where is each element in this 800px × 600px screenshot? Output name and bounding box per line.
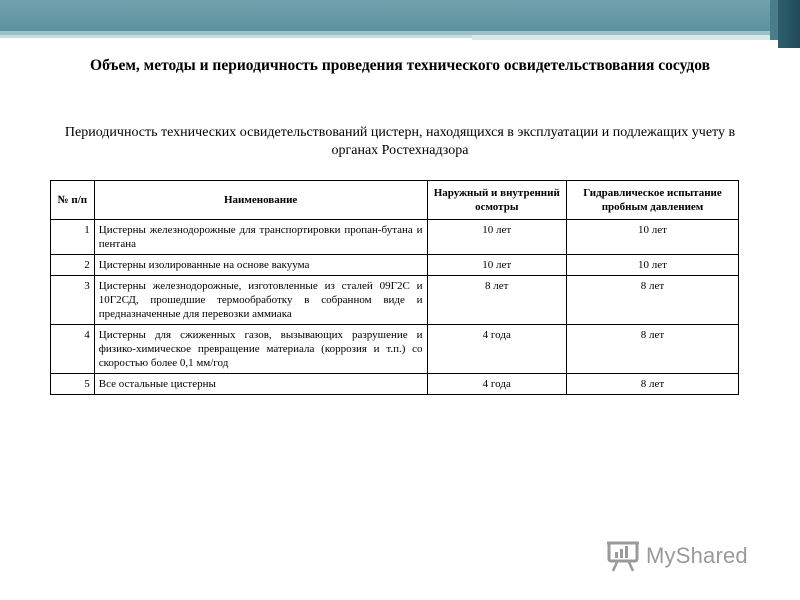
- row-hydro-test: 10 лет: [566, 255, 738, 276]
- row-name: Цистерны железнодорожные для транспортировки пропан-бутана и пентана: [94, 220, 427, 255]
- banner-corner-inner: [770, 0, 778, 40]
- page-title: Объем, методы и периодичность проведения технического освидетельствования сосудов: [90, 57, 710, 74]
- table-row: [51, 325, 739, 374]
- row-inspection: 10 лет: [427, 255, 566, 276]
- banner-stripe-light-right: [472, 35, 778, 40]
- row-name: Цистерны железнодорожные, изготовленные из сталей 09Г2С и 10Г2СД, прошедшие термообработку в собранном виде и предназначенные для перевозки аммиака: [94, 276, 427, 325]
- banner-corner: [778, 0, 800, 48]
- row-hydro-test: 8 лет: [566, 374, 738, 395]
- banner-stripe-light: [0, 35, 472, 38]
- row-name: Цистерны для сжиженных газов, вызывающих разрушение и физико-химическое превращение материала (коррозия и т.п.) со скоростью более 0,1 мм/год: [94, 325, 427, 374]
- row-number: 4: [51, 325, 95, 374]
- row-inspection: 4 года: [427, 374, 566, 395]
- inspection-table: [50, 180, 739, 395]
- row-number: 5: [51, 374, 95, 395]
- table-header-row: [51, 181, 739, 220]
- presentation-board-icon: [606, 540, 640, 572]
- table-row: [51, 374, 739, 395]
- header-inspection: Наружный и внутренний осмотры: [427, 181, 566, 220]
- row-inspection: 8 лет: [427, 276, 566, 325]
- page-subtitle: Периодичность технических освидетельствований цистерн, находящихся в эксплуатации и подлежащих учету в органах Ростехнадзора: [64, 125, 736, 158]
- row-name: Цистерны изолированные на основе вакуума: [94, 255, 427, 276]
- row-number: 2: [51, 255, 95, 276]
- header-name: Наименование: [94, 181, 427, 220]
- table-row: [51, 220, 739, 255]
- myshared-logo[interactable]: [606, 538, 776, 574]
- banner-bar: [0, 0, 778, 31]
- logo-text: MyShared: [646, 543, 748, 568]
- header-number: № п/п: [51, 181, 95, 220]
- row-hydro-test: 8 лет: [566, 276, 738, 325]
- row-inspection: 10 лет: [427, 220, 566, 255]
- header-hydro-test: Гидравлическое испытание пробным давлением: [566, 181, 738, 220]
- row-name: Все остальные цистерны: [94, 374, 427, 395]
- row-hydro-test: 10 лет: [566, 220, 738, 255]
- row-number: 3: [51, 276, 95, 325]
- table-row: [51, 276, 739, 325]
- row-inspection: 4 года: [427, 325, 566, 374]
- row-hydro-test: 8 лет: [566, 325, 738, 374]
- table-row: [51, 255, 739, 276]
- top-banner: [0, 0, 800, 48]
- row-number: 1: [51, 220, 95, 255]
